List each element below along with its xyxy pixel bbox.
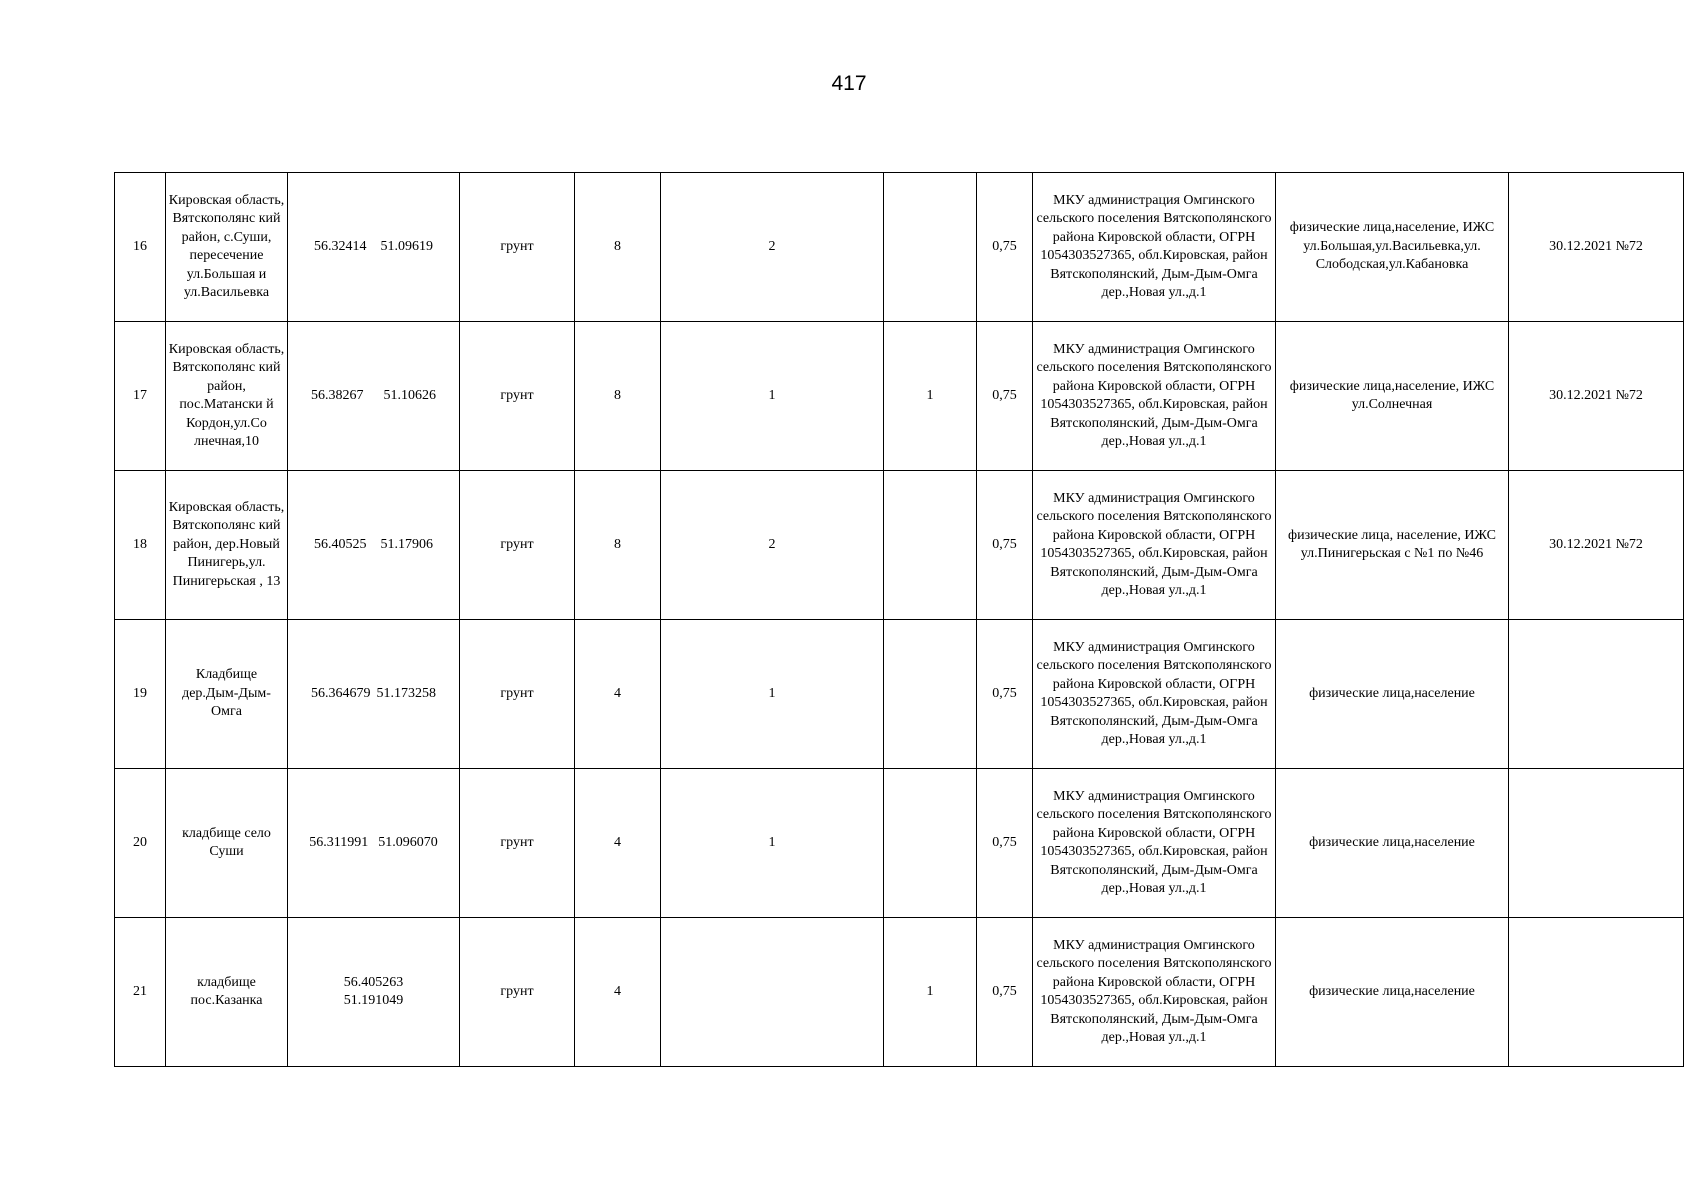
decision-cell: 30.12.2021 №72 (1509, 322, 1684, 471)
page-number: 417 (831, 72, 867, 95)
latitude: 56.405263 (343, 974, 404, 990)
count-cell: 1 (661, 322, 884, 471)
longitude: 51.096070 (378, 834, 438, 850)
count-cell (661, 918, 884, 1067)
surface-cell: грунт (460, 173, 575, 322)
longitude: 51.09619 (380, 238, 433, 254)
decision-cell: 30.12.2021 №72 (1509, 471, 1684, 620)
coordinates-cell (288, 769, 460, 918)
owner-cell: МКУ администрация Омгинского сельского поселения Вятскополянского района Кировской области, ОГРН 1054303527365, обл.Кировская, район Вятскополянский, Дым-Дым-Омга дер.,Новая ул.,д.1 (1033, 471, 1276, 620)
row-number: 21 (115, 918, 166, 1067)
address-cell: кладбище село Суши (166, 769, 288, 918)
table-row (115, 918, 1684, 1067)
latitude: 56.311991 (309, 834, 369, 850)
longitude: 51.10626 (383, 387, 436, 403)
latitude: 56.40525 (314, 536, 367, 552)
volume-cell: 0,75 (977, 620, 1033, 769)
owner-cell: МКУ администрация Омгинского сельского поселения Вятскополянского района Кировской области, ОГРН 1054303527365, обл.Кировская, район Вятскополянский, Дым-Дым-Омга дер.,Новая ул.,д.1 (1033, 769, 1276, 918)
latitude: 56.32414 (314, 238, 367, 254)
address-cell: кладбище пос.Казанка (166, 918, 288, 1067)
decision-cell: 30.12.2021 №72 (1509, 173, 1684, 322)
address-cell: Кировская область, Вятскополянс кий район, с.Суши, пересечение ул.Большая и ул.Васильевка (166, 173, 288, 322)
volume-cell: 0,75 (977, 322, 1033, 471)
coordinates-cell (288, 918, 460, 1067)
longitude: 51.191049 (343, 993, 404, 1008)
longitude: 51.173258 (376, 685, 436, 701)
volume-cell: 0,75 (977, 173, 1033, 322)
users-cell: физические лица,население (1276, 620, 1509, 769)
latitude: 56.38267 (311, 387, 364, 403)
table-row (115, 173, 1684, 322)
row-number: 18 (115, 471, 166, 620)
coordinates-cell (288, 471, 460, 620)
row-number: 19 (115, 620, 166, 769)
surface-cell: грунт (460, 471, 575, 620)
users-cell: физические лица,население (1276, 769, 1509, 918)
address-cell: Кировская область, Вятскополянс кий район, дер.Новый Пинигерь,ул. Пинигерьская , 13 (166, 471, 288, 620)
volume-cell: 0,75 (977, 471, 1033, 620)
surface-cell: грунт (460, 769, 575, 918)
decision-cell (1509, 769, 1684, 918)
owner-cell: МКУ администрация Омгинского сельского поселения Вятскополянского района Кировской области, ОГРН 1054303527365, обл.Кировская, район Вятскополянский, Дым-Дым-Омга дер.,Новая ул.,д.1 (1033, 918, 1276, 1067)
owner-cell: МКУ администрация Омгинского сельского поселения Вятскополянского района Кировской области, ОГРН 1054303527365, обл.Кировская, район Вятскополянский, Дым-Дым-Омга дер.,Новая ул.,д.1 (1033, 173, 1276, 322)
row-number: 17 (115, 322, 166, 471)
count-cell: 4 (575, 620, 661, 769)
count-cell: 1 (884, 322, 977, 471)
count-cell: 4 (575, 769, 661, 918)
surface-cell: грунт (460, 620, 575, 769)
count-cell: 2 (661, 471, 884, 620)
surface-cell: грунт (460, 918, 575, 1067)
count-cell: 1 (884, 918, 977, 1067)
row-number: 20 (115, 769, 166, 918)
coordinates-cell (288, 620, 460, 769)
coordinates-cell (288, 322, 460, 471)
volume-cell: 0,75 (977, 769, 1033, 918)
owner-cell: МКУ администрация Омгинского сельского поселения Вятскополянского района Кировской области, ОГРН 1054303527365, обл.Кировская, район Вятскополянский, Дым-Дым-Омга дер.,Новая ул.,д.1 (1033, 322, 1276, 471)
latitude: 56.364679 (311, 685, 371, 701)
table-row (115, 769, 1684, 918)
longitude: 51.17906 (380, 536, 433, 552)
count-cell (884, 769, 977, 918)
count-cell (884, 620, 977, 769)
surface-cell: грунт (460, 322, 575, 471)
registry-table (114, 172, 1684, 1067)
users-cell: физические лица,население, ИЖС ул.Большая,ул.Васильевка,ул. Слободская,ул.Кабановка (1276, 173, 1509, 322)
users-cell: физические лица, население, ИЖС ул.Пинигерьская с №1 по №46 (1276, 471, 1509, 620)
count-cell: 8 (575, 471, 661, 620)
users-cell: физические лица,население (1276, 918, 1509, 1067)
count-cell: 2 (661, 173, 884, 322)
volume-cell: 0,75 (977, 918, 1033, 1067)
owner-cell: МКУ администрация Омгинского сельского поселения Вятскополянского района Кировской области, ОГРН 1054303527365, обл.Кировская, район Вятскополянский, Дым-Дым-Омга дер.,Новая ул.,д.1 (1033, 620, 1276, 769)
count-cell: 8 (575, 322, 661, 471)
count-cell: 1 (661, 620, 884, 769)
table-row (115, 620, 1684, 769)
coordinates-cell (288, 173, 460, 322)
count-cell: 1 (661, 769, 884, 918)
decision-cell (1509, 918, 1684, 1067)
users-cell: физические лица,население, ИЖС ул.Солнечная (1276, 322, 1509, 471)
table-row (115, 322, 1684, 471)
decision-cell (1509, 620, 1684, 769)
address-cell: Кладбище дер.Дым-Дым-Омга (166, 620, 288, 769)
address-cell: Кировская область, Вятскополянс кий район, пос.Матански й Кордон,ул.Со лнечная,10 (166, 322, 288, 471)
count-cell: 8 (575, 173, 661, 322)
count-cell (884, 471, 977, 620)
row-number: 16 (115, 173, 166, 322)
count-cell (884, 173, 977, 322)
count-cell: 4 (575, 918, 661, 1067)
table-row (115, 471, 1684, 620)
